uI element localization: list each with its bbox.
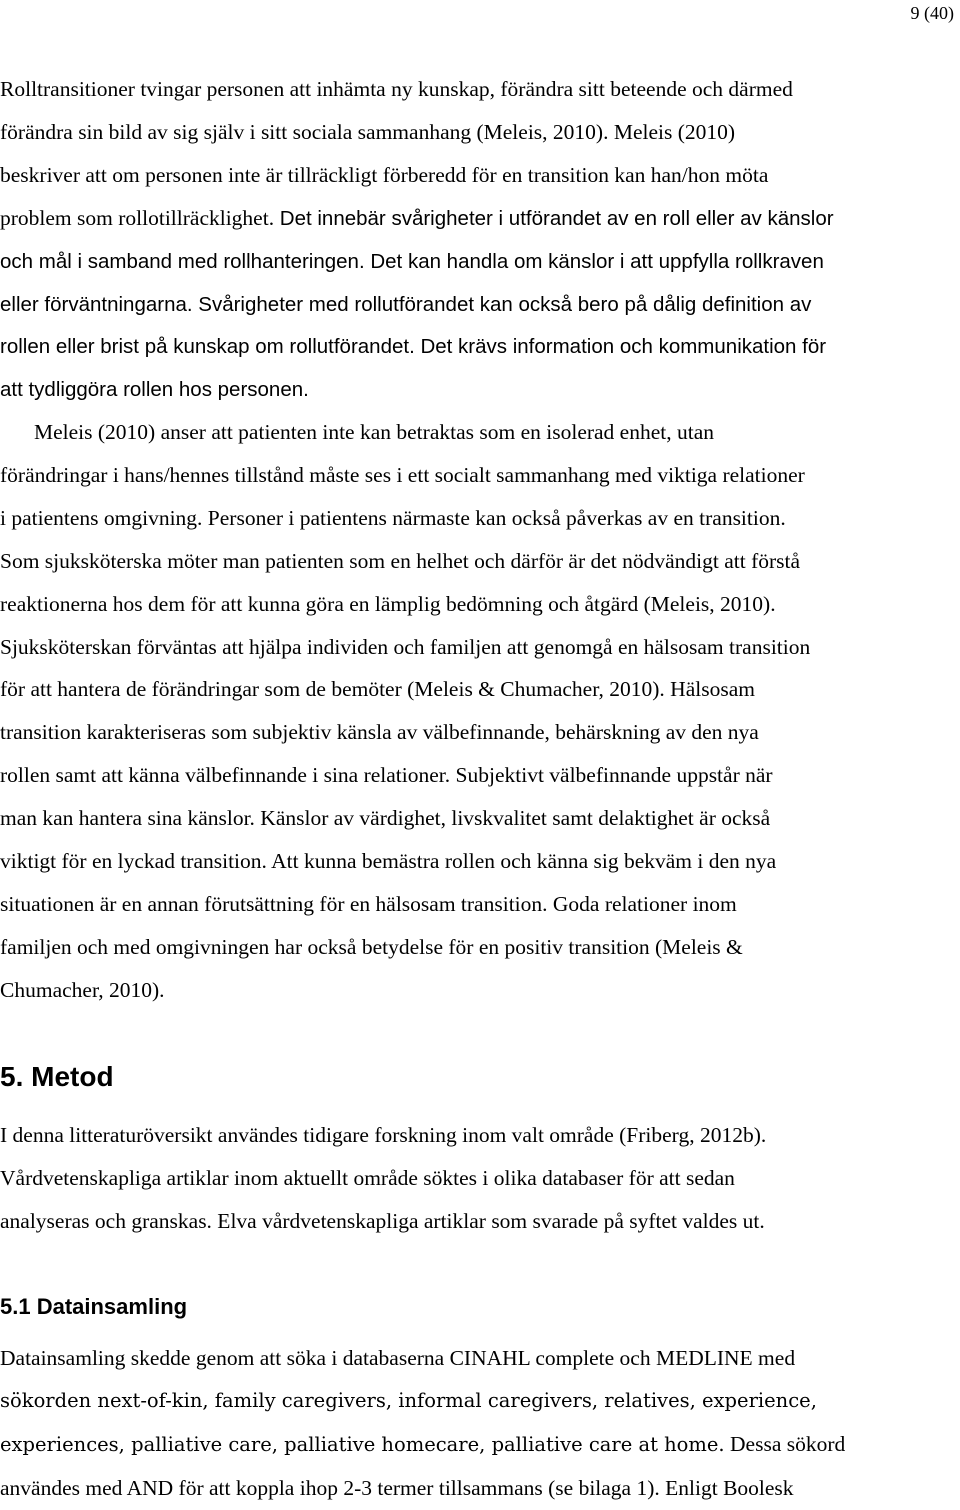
paragraph-role-transitions (0, 68, 955, 412)
paragraph-line: förändra sin bild av sig själv i sitt sociala sammanhang (Meleis, 2010). Meleis (2010) (0, 119, 736, 144)
paragraph-segment: experiences, palliative care, palliative homecare, palliative care at home. (0, 1432, 725, 1456)
paragraph-line: Rolltransitioner tvingar personen att inhämta ny kunskap, förändra sitt beteende och därmed (0, 77, 793, 101)
paragraph-line (0, 197, 955, 241)
paragraph-line: förändringar i hans/hennes tillstånd måste ses i ett socialt sammanhang med viktiga relationer (0, 462, 805, 487)
paragraph-line: att tydliggöra rollen hos personen. (0, 378, 309, 402)
paragraph-segment: Det innebär svårigheter i utförandet av en roll eller av känslor (274, 206, 834, 230)
page-number: 9 (40) (910, 3, 954, 23)
paragraph-line (0, 1423, 955, 1467)
paragraph-line: eller förväntningarna. Svårigheter med rollutförandet kan också bero på dålig definition av (0, 292, 812, 316)
paragraph-segment: Dessa sökord (724, 1431, 846, 1456)
paragraph-line: i patientens omgivning. Personer i patientens närmaste kan också påverkas av en transition. (0, 505, 786, 530)
section-heading-metod: 5. Metod (0, 1061, 114, 1092)
paragraph-line: Meleis (2010) anser att patienten inte kan betraktas som en isolerad enhet, utan (34, 420, 715, 444)
paragraph-line: användes med AND för att koppla ihop 2-3 termer tillsammans (se bilaga 1). Enligt Boolesk (0, 1475, 794, 1500)
paragraph-line: I denna litteraturöversikt användes tidigare forskning inom valt område (Friberg, 2012b). (0, 1123, 767, 1147)
paragraph-line: analyseras och granskas. Elva vårdvetenskapliga artiklar som svarade på syftet valdes ut. (0, 1208, 765, 1233)
paragraph-datainsamling (0, 1337, 955, 1510)
paragraph-segment: problem som rollotillräcklighet. (0, 205, 275, 230)
paragraph-line: för att hantera de förändringar som de bemöter (Meleis & Chumacher, 2010). Hälsosam (0, 677, 755, 702)
section-heading-datainsamling: 5.1 Datainsamling (0, 1294, 188, 1319)
paragraph-line: man kan hantera sina känslor. Känslor av värdighet, livskvalitet samt delaktighet är också (0, 806, 771, 831)
paragraph-line: rollen samt att känna välbefinnande i sina relationer. Subjektivt välbefinnande uppstår när (0, 763, 773, 788)
paragraph-line: rollen eller brist på kunskap om rollutförandet. Det krävs information och kommunikation för (0, 335, 827, 359)
paragraph-line: transition karakteriseras som subjektiv känsla av välbefinnande, behärskning av den nya (0, 720, 759, 745)
paragraph-line: och mål i samband med rollhanteringen. Det kan handla om känslor i att uppfylla rollkraven (0, 249, 824, 273)
paragraph-line: Sjuksköterskan förväntas att hjälpa individen och familjen att genomgå en hälsosam transition (0, 634, 811, 659)
paragraph-line: Som sjuksköterska möter man patienten som en helhet och därför är det nödvändigt att förstå (0, 548, 801, 573)
paragraph-line: sökorden next-of-kin, family caregivers, informal caregivers, relatives, experience, (0, 1388, 817, 1412)
paragraph-line: Datainsamling skedde genom att söka i databaserna CINAHL complete och MEDLINE med (0, 1346, 796, 1370)
paragraph-metod (0, 1114, 955, 1243)
paragraph-line: situationen är en annan förutsättning för en hälsosam transition. Goda relationer inom (0, 891, 737, 916)
paragraph-line: familjen och med omgivningen har också betydelse för en positiv transition (Meleis & (0, 934, 743, 959)
paragraph-line: reaktionerna hos dem för att kunna göra en lämplig bedömning och åtgärd (Meleis, 2010). (0, 591, 776, 616)
paragraph-line: viktigt för en lyckad transition. Att kunna bemästra rollen och känna sig bekväm i den nya (0, 849, 777, 874)
paragraph-line: Chumacher, 2010). (0, 977, 165, 1002)
paragraph-patient-context (0, 411, 955, 1012)
paragraph-line: Vårdvetenskapliga artiklar inom aktuellt område söktes i olika databaser för att sedan (0, 1165, 735, 1190)
paragraph-line: beskriver att om personen inte är tillräckligt förberedd för en transition kan han/hon möta (0, 162, 769, 187)
